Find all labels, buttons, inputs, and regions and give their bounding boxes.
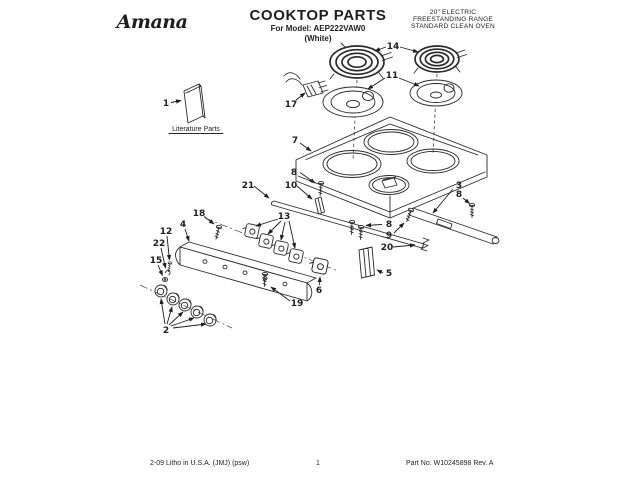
- model-line: For Model: AEP222VAW0: [270, 24, 366, 33]
- callout-14: 14: [386, 42, 400, 52]
- knob-2: [167, 293, 179, 305]
- page-footer: [150, 460, 494, 467]
- callout-15: 15: [149, 256, 163, 266]
- callout-8c: 8: [455, 190, 463, 200]
- callout-21: 21: [241, 181, 255, 191]
- switch-13-1: [241, 223, 259, 239]
- callout-22: 22: [152, 239, 166, 249]
- callout-19: 19: [290, 299, 304, 309]
- coil-element-small: [414, 46, 467, 73]
- callout-4: 4: [179, 220, 187, 230]
- footer-page-number: 1: [316, 460, 320, 467]
- footer-part-number: Part No. W10245898 Rev. A: [406, 460, 494, 467]
- switch-13-4: [285, 248, 303, 264]
- callout-18: 18: [192, 209, 206, 219]
- screw-8b-2: [358, 225, 364, 239]
- drip-bowls-group: [323, 71, 462, 117]
- clip-22: [166, 271, 171, 275]
- mid-fasteners-group: [349, 208, 429, 279]
- callout-10: 10: [284, 181, 298, 191]
- brand-logo: Amana: [116, 11, 188, 33]
- switch-13-3: [270, 240, 288, 256]
- washer-15: [162, 278, 167, 282]
- cord-wires: [284, 73, 302, 85]
- callout-17: 17: [284, 100, 298, 110]
- literature-parts-group: [163, 84, 223, 134]
- small-fasteners-group: [150, 227, 173, 281]
- page-title: COOKTOP PARTS: [249, 7, 387, 24]
- callout-3: 3: [455, 181, 463, 191]
- finish-line: (White): [304, 34, 332, 43]
- callout-8a: 8: [290, 168, 298, 178]
- callout-6: 6: [315, 286, 323, 296]
- callout-20: 20: [380, 243, 394, 253]
- callout-11: 11: [385, 71, 399, 81]
- spacer-10: [315, 197, 325, 214]
- bracket-3: [409, 208, 497, 244]
- knob-4: [191, 306, 203, 318]
- literature-label: Literature Parts: [172, 126, 220, 133]
- callout-9: 9: [385, 231, 393, 241]
- spec-line-1: 20" ELECTRIC: [429, 9, 477, 16]
- callout-12: 12: [159, 227, 173, 237]
- callout-7: 7: [291, 136, 299, 146]
- cord-group: [284, 73, 328, 110]
- drip-bowl-large: [323, 87, 383, 117]
- screw-18: [213, 225, 222, 240]
- callout-1: 1: [162, 99, 170, 109]
- knob-3: [179, 299, 191, 311]
- callout-13: 13: [277, 212, 291, 222]
- screw-8c: [469, 203, 474, 217]
- bracket-5: [359, 247, 375, 278]
- callout-8b: 8: [385, 220, 393, 230]
- knobs-group: [155, 285, 216, 336]
- footer-litho: 2-09 Litho in U.S.A. (JMJ) (psw): [150, 460, 250, 467]
- page-header: [115, 7, 495, 43]
- spec-line-2: FREESTANDING RANGE: [412, 16, 494, 23]
- spec-line-3: STANDARD CLEAN OVEN: [411, 23, 495, 30]
- callout-5: 5: [385, 269, 393, 279]
- callout-2: 2: [162, 326, 170, 336]
- clip-20: [421, 238, 429, 251]
- switch-6: [308, 257, 329, 275]
